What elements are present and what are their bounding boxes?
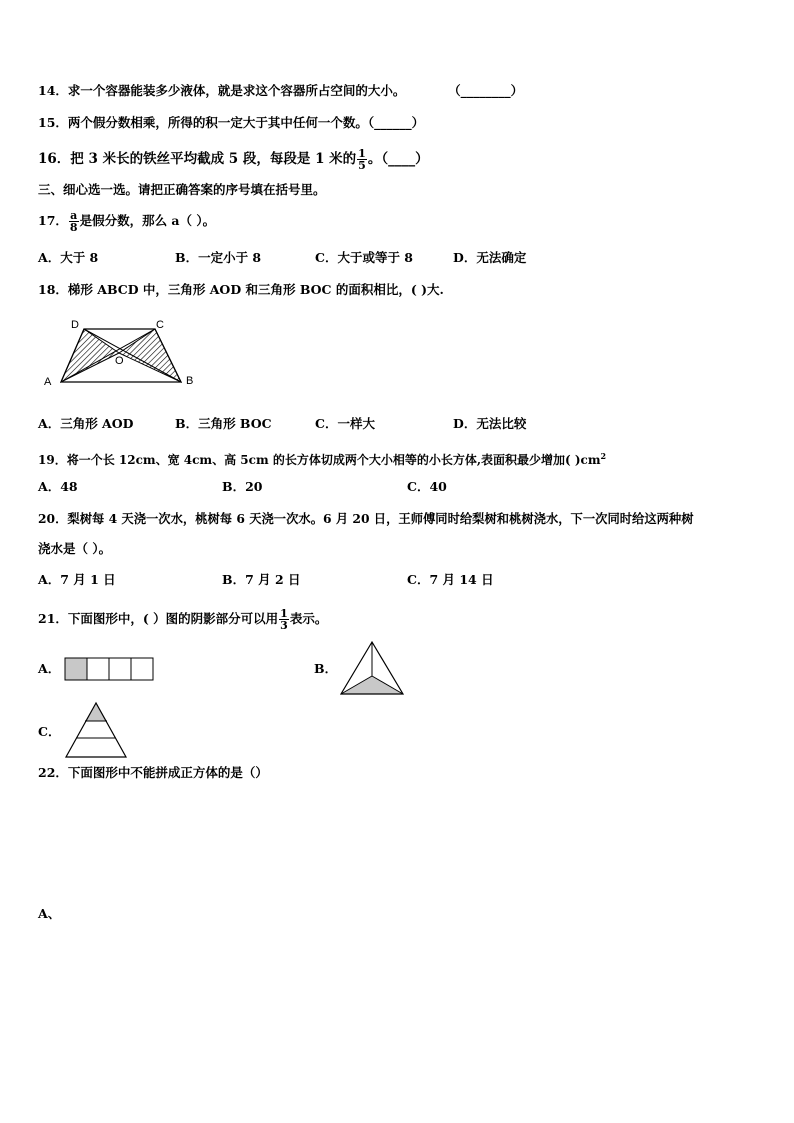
q21-option-a-label[interactable]: A． [38, 661, 61, 676]
q18-option-a[interactable]: A．三角形 AOD [38, 416, 134, 431]
q17-option-d[interactable]: D．无法确定 [453, 250, 527, 265]
q20-option-a[interactable]: A．7 月 1 日 [38, 572, 116, 587]
label-c: C [156, 319, 164, 331]
shaded-cell [65, 658, 87, 680]
section-3-title: 三、细心选一选。请把正确答案的序号填在括号里。 [38, 182, 326, 197]
question-20-text-2: 浇水是（ ）。 [38, 541, 112, 556]
question-20-text-1: 20．梨树每 4 天浇一次水，桃树每 6 天浇一次水。6 月 20 日，王师傅同时给梨树和桃树浇水，下一次同时给这两种树 [38, 511, 694, 526]
cell [109, 658, 131, 680]
question-22 [38, 765, 268, 781]
q18-option-c[interactable]: C．一样大 [315, 416, 375, 431]
question-15 [38, 115, 424, 131]
q22-option-a-label[interactable]: A、 [38, 906, 61, 921]
q19-option-c[interactable]: C．40 [407, 479, 447, 494]
cell [131, 658, 153, 680]
q21-figure-b[interactable] [338, 640, 406, 696]
question-22-text: 22．下面图形中不能拼成正方体的是（） [38, 765, 268, 780]
fraction-one-third: $\frac{1}{3}$ [280, 607, 288, 632]
q21-figure-a[interactable] [64, 657, 156, 681]
section-heading [38, 182, 326, 198]
question-17: 17． $\frac{a}{8}$ 是假分数，那么 a（ ）。 [38, 209, 216, 234]
q20-option-b[interactable]: B．7 月 2 日 [222, 572, 301, 587]
question-16-text: 16．把 3 米长的铁丝平均截成 5 段，每段是 1 米的 [38, 151, 357, 167]
question-18-text: 18．梯形 ABCD 中，三角形 AOD 和三角形 BOC 的面积相比，( )大. [38, 282, 444, 297]
q19-option-a[interactable]: A．48 [38, 479, 78, 494]
q17-option-c[interactable]: C．大于或等于 8 [315, 250, 413, 265]
q21-figure-c[interactable] [64, 701, 128, 759]
cell [87, 658, 109, 680]
question-21-text: 21．下面图形中，( ）图的阴影部分可以用 [38, 611, 279, 626]
q18-option-b[interactable]: B．三角形 BOC [175, 416, 272, 431]
unit-superscript: 2 [600, 451, 607, 461]
question-14-text: 14．求一个容器能装多少液体，就是求这个容器所占空间的大小。 [38, 83, 406, 98]
q17-option-a[interactable]: A．大于 8 [38, 250, 99, 265]
question-20-line-1 [38, 511, 694, 527]
q19-option-b[interactable]: B．20 [222, 479, 263, 494]
q21-option-c-label[interactable]: C． [38, 724, 61, 739]
question-14-blank[interactable]: （________） [448, 83, 524, 98]
label-o: O [115, 355, 124, 367]
question-19-text: 19．将一个长 12cm、宽 4cm、高 5cm 的长方体切成两个大小相等的小长方体,表面积最少增加( )cm [38, 453, 601, 467]
question-15-text: 15．两个假分数相乘，所得的积一定大于其中任何一个数。（______） [38, 115, 425, 130]
q17-option-b[interactable]: B．一定小于 8 [175, 250, 262, 265]
fraction-one-fifth: $\frac{1}{5}$ [358, 147, 366, 172]
triangle-boc [119, 329, 181, 382]
q18-option-d[interactable]: D．无法比较 [453, 416, 527, 431]
question-19 [38, 448, 606, 468]
question-21-text-after: 表示。 [289, 611, 328, 626]
label-a: A [44, 376, 52, 388]
question-16-blank[interactable]: 。（____） [367, 151, 429, 167]
triangle-aod [61, 329, 119, 382]
question-18 [38, 282, 444, 298]
label-d: D [71, 319, 79, 331]
q20-option-c[interactable]: C．7 月 14 日 [407, 572, 494, 587]
trapezoid-figure [38, 315, 208, 395]
label-b: B [186, 375, 194, 387]
q21-option-b-label[interactable]: B． [314, 661, 338, 676]
question-21 [38, 608, 327, 631]
question-14 [38, 83, 523, 99]
shaded-top [85, 703, 107, 721]
question-20-line-2 [38, 541, 111, 557]
question-16 [38, 148, 429, 171]
fraction-a-over-8: $\frac{a}{8}$ [69, 209, 78, 234]
question-17-text: 是假分数，那么 a（ ）。 [79, 213, 216, 228]
